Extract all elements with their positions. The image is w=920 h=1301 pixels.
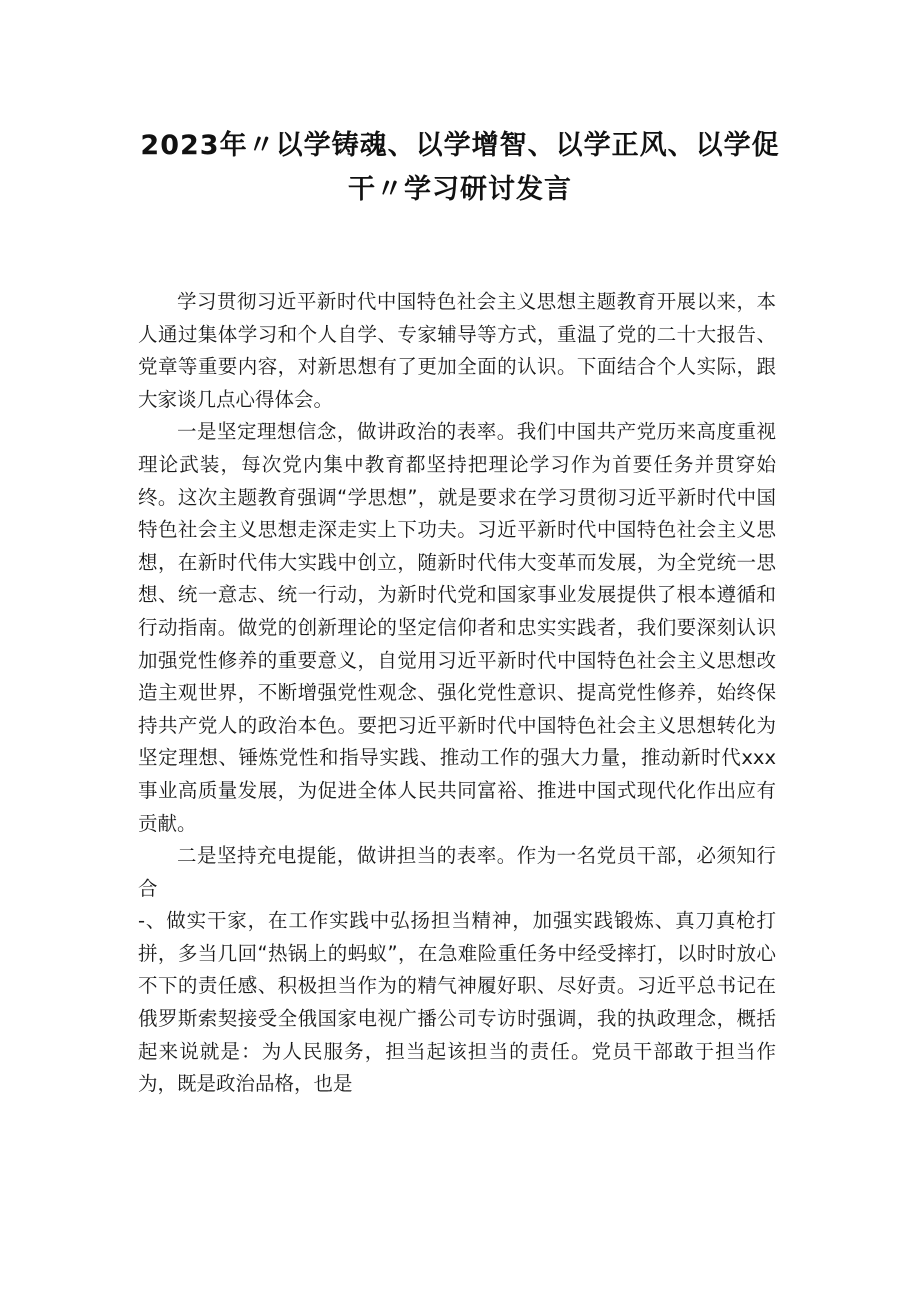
- document-title: [120, 124, 800, 212]
- title-line-1: 2023年〃以学铸魂、以学增智、以学正风、以学促: [140, 130, 780, 161]
- document-body: [138, 286, 776, 1101]
- paragraph-point-one: 一是坚定理想信念，做讲政治的表率。我们中国共产党历来高度重视理论武装，每次党内集中教育都坚持把理论学习作为首要任务并贯穿始终。这次主题教育强调“学思想”，就是要求在学习贯彻习近平新时代中国特色社会主义思想走深走实上下功夫。习近平新时代中国特色社会主义思想，在新时代伟大实践中创立，随新时代伟大变革而发展，为全党统一思想、统一意志、统一行动，为新时代党和国家事业发展提供了根本遵循和行动指南。做党的创新理论的坚定信仰者和忠实实践者，我们要深刻认识加强党性修养的重要意义，自觉用习近平新时代中国特色社会主义思想改造主观世界，不断增强党性观念、强化党性意识、提高党性修养，始终保持共产党人的政治本色。要把习近平新时代中国特色社会主义思想转化为坚定理想、锤炼党性和指导实践、推动工作的强大力量，推动新时代xxx事业高质量发展，为促进全体人民共同富裕、推进中国式现代化作出应有贡献。: [138, 420, 776, 835]
- title-line-2: 干〃学习研讨发言: [348, 174, 572, 205]
- paragraph-point-two: 二是坚持充电提能，做讲担当的表率。作为一名党员干部，必须知行合: [138, 844, 776, 900]
- paragraph-point-two-continued: -、做实干家，在工作实践中弘扬担当精神，加强实践锻炼、真刀真枪打拼，多当几回“热锅上的蚂蚁”，在急难险重任务中经受摔打，以时时放心不下的责任感、积极担当作为的精气神履好职、尽好责。习近平总书记在俄罗斯索契接受全俄国家电视广播公司专访时强调，我的执政理念，概括起来说就是：为人民服务，担当起该担当的责任。党员干部敢于担当作为，既是政治品格，也是: [138, 909, 776, 1096]
- paragraph-intro: 学习贯彻习近平新时代中国特色社会主义思想主题教育开展以来，本人通过集体学习和个人自学、专家辅导等方式，重温了党的二十大报告、党章等重要内容，对新思想有了更加全面的认识。下面结合个人实际，跟大家谈几点心得体会。: [138, 290, 776, 411]
